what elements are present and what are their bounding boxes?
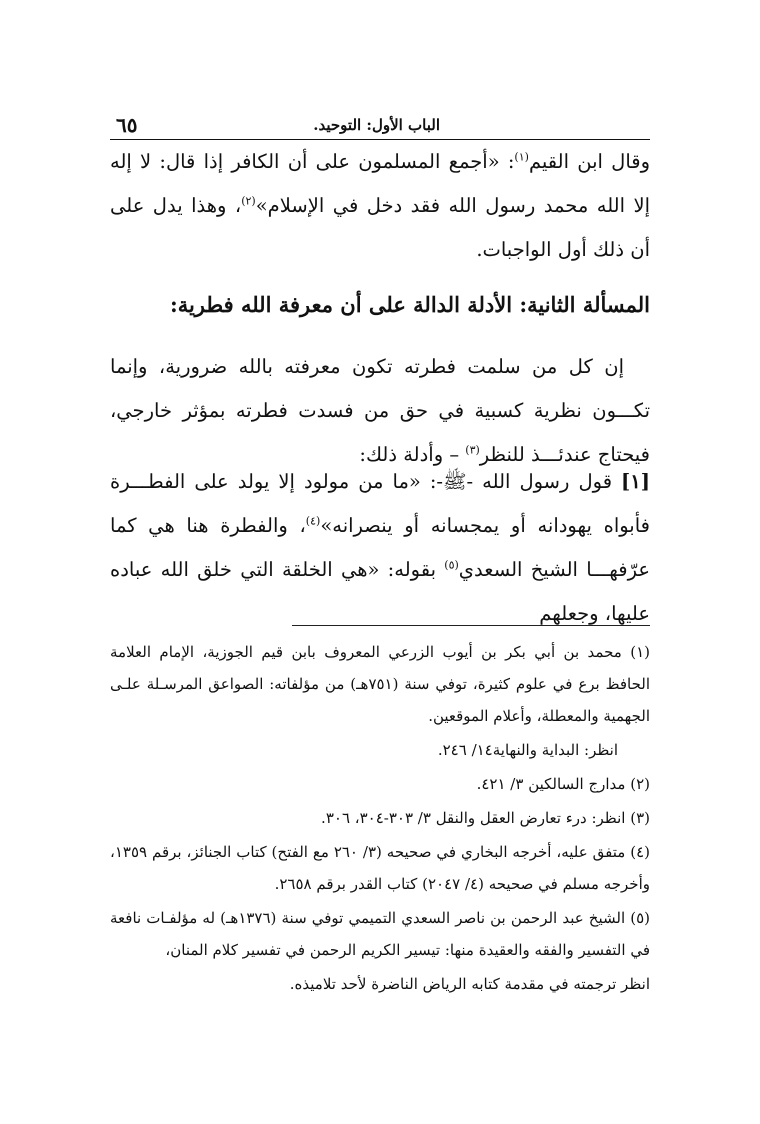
text: قول رسول الله -ﷺ-: «ما من مولود إلا يولد على الفطـــرة فأبواه يهودانه أو يمجسانه أو ينصرانه» [110,470,651,537]
section-heading: المسألة الثانية: الأدلة الدالة على أن معرفة الله فطرية: [169,292,650,317]
footnote-5: (٥) الشيخ عبد الرحمن بن ناصر السعدي التميمي توفي سنة (١٣٧٦هـ) له مؤلفـات نافعة في التفسير والفقه والعقيدة منها: تيسير الكريم الرحمن في تفسير كلام المنان، [110,909,650,959]
footnote-4: (٤) متفق عليه، أخرجه البخاري في صحيحه (٣/ ٢٦٠ مع الفتح) كتاب الجنائز، برقم ١٣٥٩، وأخرجه مسلم في صحيحه (٤/ ٢٠٤٧) كتاب القدر برقم ٢٦٥٨. [110,843,650,893]
paragraph-evidence-1 [110,460,650,636]
text: : «أجمع المسلمون على أن الكافر إذا قال: لا إله إلا الله محمد رسول الله فقد دخل في الإسلام» [110,150,650,217]
footnote-5-source: انظر ترجمته في مقدمة كتابه الرياض الناضرة لأحد تلاميذه. [289,975,650,993]
footnote-ref-3[interactable]: (٣) [465,443,480,457]
text: – وأدلة ذلك: [359,443,466,466]
footnote-2: (٢) مدارج السالكين ٣/ ٤٢١. [476,775,650,793]
footnote-separator [292,625,650,626]
text: إن كل من سلمت فطرته تكون معرفته بالله ضرورية، وإنما تكـــون نظرية كسبية في حق من فسدت فطرته بمؤثر خارجي، فيحتاج عندئـــذ للنظر [110,355,650,466]
text: بقوله: «هي الخلقة التي خلق الله عباده عليها، وجعلهم [110,558,650,625]
text: وقال ابن القيم [528,150,650,173]
footnote-1: (١) محمد بن أبي بكر بن أيوب الزرعي المعروف بابن قيم الجوزية، الإمام العلامة الحافظ برع في علوم كثيرة، توفي سنة (٧٥١هـ) من مؤلفاته: الصواعق المرسـلة علـى الجهمية والمعطلة، وأعلام الموقعين. [110,643,651,725]
footnote-3: (٣) انظر: درء تعارض العقل والنقل ٣/ ٣٠٣-٣٠٤، ٣٠٦. [321,809,650,827]
evidence-number: [١] [621,470,650,493]
paragraph-fitra-intro [110,345,650,477]
running-title: الباب الأول: التوحيد. [313,116,440,134]
paragraph-ibn-qayyim-quote [110,140,650,272]
footnote-ref-2[interactable]: (٢) [241,194,256,208]
footnote-ref-4[interactable]: (٤) [305,514,321,528]
text: ، والفطرة هنا هي كما عرّفهـــا الشيخ السعدي [110,514,650,581]
text: ، وهذا يدل على أن ذلك أول الواجبات. [110,194,650,261]
footnote-1-source: انظر: البداية والنهاية١٤/ ٢٤٦. [437,741,618,759]
footnotes [110,636,650,1002]
page-number: ٦٥ [116,113,138,137]
footnote-ref-1[interactable]: (١) [514,150,529,164]
footnote-ref-5[interactable]: (٥) [444,558,459,572]
page-header [110,113,650,140]
